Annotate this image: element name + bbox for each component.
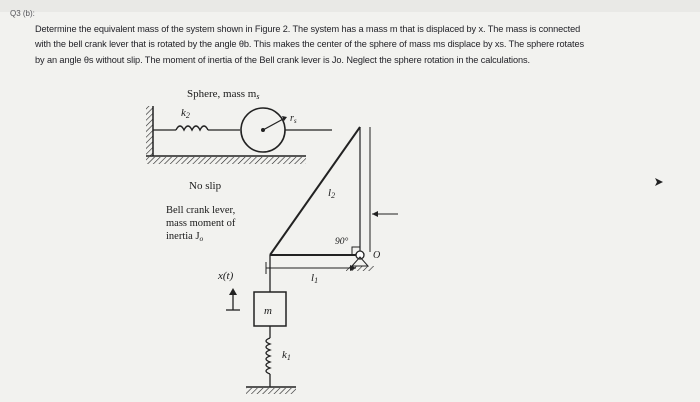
mass-label: m xyxy=(264,305,272,317)
spring-k2-label: k2 xyxy=(181,107,190,120)
l1-label: l1 xyxy=(311,272,319,285)
radius-label: $r_s$ xyxy=(290,113,297,125)
pivot-label: O xyxy=(373,250,381,261)
lever-diagonal-arm xyxy=(270,127,360,255)
spring-k2 xyxy=(176,126,208,130)
l2-label: l2 xyxy=(328,187,336,200)
lever-label-line1: Bell crank lever, xyxy=(166,205,236,216)
ground-hatch xyxy=(146,157,306,164)
spring-k1 xyxy=(266,338,270,374)
lever-label-line3: inertia Jo xyxy=(166,231,204,243)
l2-pointer-arrow xyxy=(372,211,378,217)
pivot-o xyxy=(356,251,364,259)
left-wall-hatch xyxy=(146,106,153,156)
question-line-3: by an angle θs without slip. The moment of inertia of the Bell crank lever is Jo. Neglect the sphere rotation in the calculations. xyxy=(35,55,530,65)
sphere-label: Sphere, mass ms xyxy=(187,88,260,101)
sphere-radius xyxy=(263,118,285,130)
spring-k1-label: k1 xyxy=(282,349,291,362)
bottom-ground-hatch xyxy=(246,388,296,394)
x-arrow-head xyxy=(229,288,237,295)
angle-label: 90° xyxy=(335,237,349,247)
cursor-mark-icon xyxy=(655,178,663,186)
no-slip-label: No slip xyxy=(189,180,222,192)
x-label: x(t) xyxy=(218,270,234,282)
question-line-1: Determine the equivalent mass of the system shown in Figure 2. The system has a mass m that is displaced by x. The mass is connected xyxy=(35,24,581,34)
lever-label-line2: mass moment of xyxy=(166,218,236,229)
question-line-2: with the bell crank lever that is rotated by the angle θb. This makes the center of the sphere of mass ms displace by xs. The sphere rotates xyxy=(35,39,584,49)
question-label: Q3 (b): xyxy=(10,9,35,18)
